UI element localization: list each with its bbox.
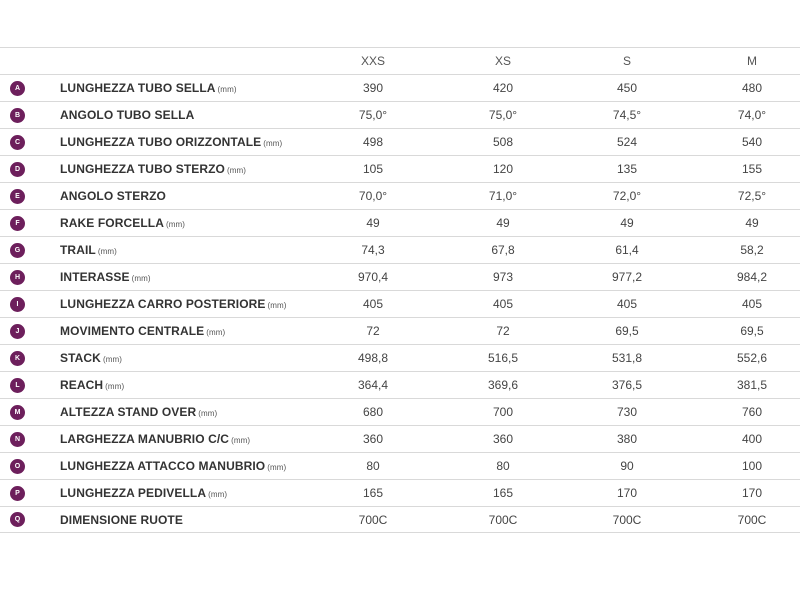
row-letter-badge: E <box>10 189 25 204</box>
row-label <box>60 432 250 446</box>
row-value-xxs: 72 <box>366 324 380 338</box>
row-unit: (mm) <box>102 355 123 364</box>
row-label-text: MOVIMENTO CENTRALE <box>60 324 205 338</box>
row-label <box>60 270 151 284</box>
row-value-m: 984,2 <box>736 270 768 284</box>
row-label <box>60 378 124 392</box>
row-label <box>60 135 282 149</box>
row-value-xxs: 74,3 <box>361 243 385 257</box>
row-letter-badge: H <box>10 270 25 285</box>
row-value-s: 376,5 <box>611 378 643 392</box>
row-label-text: LUNGHEZZA CARRO POSTERIORE <box>60 297 266 311</box>
row-value-xxs: 49 <box>366 216 380 230</box>
row-value-xxs: 364,4 <box>357 378 389 392</box>
row-value-xxs: 165 <box>362 486 384 500</box>
row-value-m: 760 <box>741 405 763 419</box>
row-value-m: 405 <box>741 297 763 311</box>
table-row <box>0 398 800 425</box>
row-label <box>60 189 166 203</box>
row-label-text: ALTEZZA STAND OVER <box>60 405 197 419</box>
row-label-text: TRAIL <box>60 243 96 257</box>
row-value-xs: 165 <box>492 486 514 500</box>
row-value-m: 381,5 <box>736 378 768 392</box>
row-value-s: 74,5° <box>612 108 642 122</box>
row-label-text: LUNGHEZZA TUBO ORIZZONTALE <box>60 135 262 149</box>
table-row <box>0 74 800 101</box>
row-value-xs: 700 <box>492 405 514 419</box>
row-value-xs: 80 <box>496 459 510 473</box>
row-unit: (mm) <box>217 85 237 94</box>
row-value-m: 69,5 <box>740 324 764 338</box>
row-unit: (mm) <box>267 301 287 310</box>
row-label-text: ANGOLO TUBO SELLA <box>60 108 195 122</box>
row-value-s: 977,2 <box>611 270 643 284</box>
row-value-xxs: 700C <box>358 512 388 527</box>
table-row <box>0 128 800 155</box>
row-value-s: 730 <box>616 405 638 419</box>
row-letter-badge: L <box>10 378 25 393</box>
row-label <box>60 108 194 122</box>
row-value-m: 170 <box>741 486 763 500</box>
row-letter-badge: I <box>10 297 25 312</box>
row-label <box>60 486 227 500</box>
row-letter-badge: K <box>10 351 25 366</box>
row-letter-badge: A <box>10 81 25 96</box>
row-value-xxs: 498 <box>362 135 384 149</box>
row-value-xxs: 405 <box>362 297 384 311</box>
row-value-s: 524 <box>616 135 638 149</box>
table-row <box>0 155 800 182</box>
row-value-m: 58,2 <box>740 243 764 257</box>
row-value-s: 450 <box>616 81 638 95</box>
table-row <box>0 263 800 290</box>
table-row <box>0 506 800 533</box>
row-value-s: 61,4 <box>615 243 639 257</box>
size-header-s: S <box>622 54 631 68</box>
row-letter-badge: C <box>10 135 25 150</box>
table-header-row <box>0 47 800 74</box>
row-value-s: 49 <box>620 216 634 230</box>
row-value-m: 72,5° <box>737 189 767 203</box>
row-label <box>60 216 185 230</box>
row-unit: (mm) <box>208 490 228 499</box>
row-value-m: 49 <box>745 216 759 230</box>
row-value-s: 405 <box>616 297 638 311</box>
table-row <box>0 317 800 344</box>
row-value-s: 135 <box>616 162 638 176</box>
row-label-text: LUNGHEZZA PEDIVELLA <box>60 486 207 500</box>
row-label-text: ANGOLO STERZO <box>60 189 166 203</box>
row-value-m: 400 <box>741 432 763 446</box>
row-value-xxs: 70,0° <box>358 189 388 203</box>
size-header-xs: XS <box>494 54 511 68</box>
row-value-xs: 700C <box>488 512 518 527</box>
size-header-xxs: XXS <box>360 54 385 68</box>
row-value-xs: 516,5 <box>487 351 519 365</box>
row-label <box>60 81 237 95</box>
row-value-xxs: 80 <box>366 459 380 473</box>
row-unit: (mm) <box>263 139 283 148</box>
row-value-xs: 120 <box>492 162 514 176</box>
row-value-xs: 360 <box>492 432 514 446</box>
row-value-s: 380 <box>616 432 638 446</box>
row-label <box>60 162 246 176</box>
row-value-xs: 72 <box>496 324 510 338</box>
row-value-xxs: 105 <box>362 162 384 176</box>
table-row <box>0 182 800 209</box>
row-unit: (mm) <box>198 409 218 418</box>
row-label-text: INTERASSE <box>60 270 130 284</box>
row-label-text: LUNGHEZZA ATTACCO MANUBRIO <box>60 459 266 473</box>
row-unit: (mm) <box>206 328 226 337</box>
row-value-xxs: 498,8 <box>357 351 389 365</box>
row-unit: (mm) <box>267 463 287 472</box>
table-row <box>0 452 800 479</box>
row-label-text: REACH <box>60 378 104 392</box>
row-letter-badge: Q <box>10 512 25 527</box>
row-unit: (mm) <box>165 220 186 229</box>
row-value-s: 72,0° <box>612 189 642 203</box>
row-value-s: 531,8 <box>611 351 643 365</box>
row-unit: (mm) <box>131 274 151 283</box>
row-value-xs: 71,0° <box>488 189 518 203</box>
table-row <box>0 425 800 452</box>
row-label <box>60 324 225 338</box>
row-value-s: 700C <box>612 512 642 527</box>
row-value-xxs: 360 <box>362 432 384 446</box>
row-value-xxs: 970,4 <box>357 270 389 284</box>
table-row <box>0 479 800 506</box>
row-label-text: RAKE FORCELLA <box>60 216 164 230</box>
row-letter-badge: N <box>10 432 25 447</box>
row-value-xs: 67,8 <box>491 243 515 257</box>
row-value-xs: 75,0° <box>488 108 518 122</box>
table-body <box>0 74 800 533</box>
table-row <box>0 371 800 398</box>
row-value-m: 74,0° <box>737 108 767 122</box>
table-row <box>0 344 800 371</box>
row-label <box>60 513 183 527</box>
row-value-xxs: 75,0° <box>358 108 388 122</box>
table-row <box>0 236 800 263</box>
row-value-xxs: 390 <box>362 81 384 95</box>
row-value-xs: 369,6 <box>487 378 519 392</box>
row-unit: (mm) <box>97 247 117 256</box>
row-value-s: 170 <box>616 486 638 500</box>
row-label <box>60 297 287 311</box>
row-value-m: 700C <box>737 512 767 527</box>
row-label-text: DIMENSIONE RUOTE <box>60 512 183 527</box>
row-value-xs: 420 <box>492 81 514 95</box>
row-label <box>60 351 122 365</box>
row-value-s: 90 <box>620 459 634 473</box>
row-letter-badge: B <box>10 108 25 123</box>
row-value-xs: 49 <box>496 216 510 230</box>
row-letter-badge: G <box>10 243 25 258</box>
row-letter-badge: J <box>10 324 25 339</box>
row-letter-badge: M <box>10 405 25 420</box>
row-value-xs: 508 <box>492 135 514 149</box>
size-header-m: M <box>747 54 757 68</box>
row-value-m: 540 <box>741 135 763 149</box>
row-value-m: 100 <box>741 459 763 473</box>
row-unit: (mm) <box>226 166 247 175</box>
row-value-xs: 405 <box>492 297 514 311</box>
table-row <box>0 101 800 128</box>
row-letter-badge: F <box>10 216 25 231</box>
row-label-text: LUNGHEZZA TUBO STERZO <box>60 162 225 176</box>
table-row <box>0 290 800 317</box>
row-value-xxs: 680 <box>362 405 384 419</box>
row-letter-badge: P <box>10 486 25 501</box>
row-value-m: 552,6 <box>736 351 768 365</box>
row-label <box>60 459 286 473</box>
row-value-m: 480 <box>741 81 763 95</box>
row-label-text: STACK <box>60 351 101 365</box>
row-letter-badge: O <box>10 459 25 474</box>
row-letter-badge: D <box>10 162 25 177</box>
geometry-table <box>0 47 800 533</box>
row-label-text: LARGHEZZA MANUBRIO C/C <box>60 432 230 446</box>
row-label-text: LUNGHEZZA TUBO SELLA <box>60 81 216 95</box>
row-unit: (mm) <box>105 382 125 391</box>
row-label <box>60 243 117 257</box>
table-row <box>0 209 800 236</box>
row-label <box>60 405 217 419</box>
row-value-s: 69,5 <box>615 324 639 338</box>
row-value-xs: 973 <box>492 270 514 284</box>
row-value-m: 155 <box>741 162 763 176</box>
row-unit: (mm) <box>231 436 251 445</box>
